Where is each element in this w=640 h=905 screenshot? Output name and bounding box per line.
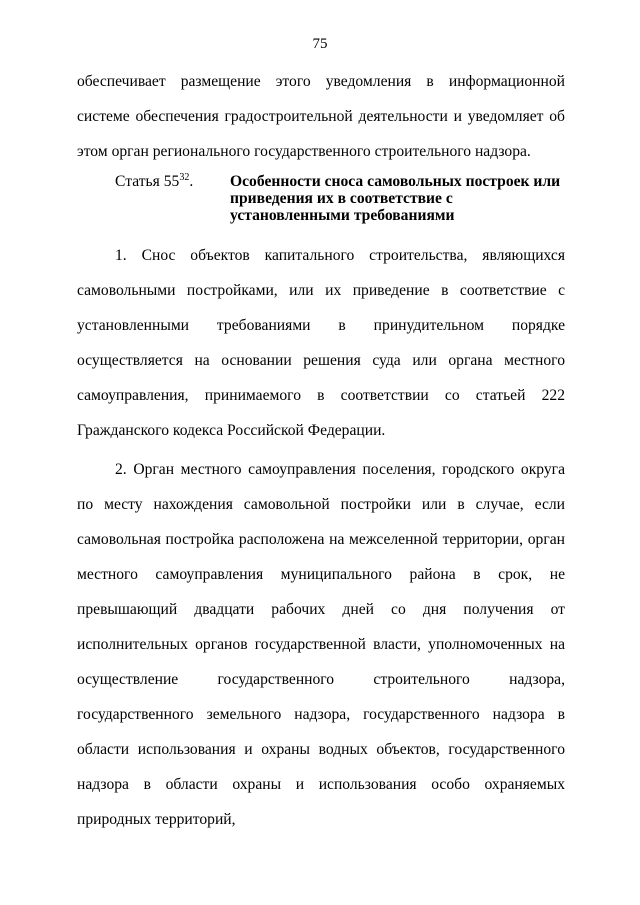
paragraph-1: 1. Снос объектов капитального строительства, являющихся самовольными постройками, или их приведение в соответствие с установленными требованиями в принудительном порядке осуществляется на основании решения суда или органа местного самоуправления, принимаемого в соответствии со статьей 222 Гражданского кодекса Российской Федерации. xyxy=(77,247,565,439)
article-label-superscript: 32 xyxy=(179,171,190,183)
article-label-text: Статья 55 xyxy=(115,173,180,190)
article-title: Особенности сноса самовольных построек или приведения их в соответствие с установленными требованиями xyxy=(230,173,561,224)
article-heading xyxy=(77,173,565,224)
document-body xyxy=(77,64,565,837)
article-label-suffix: . xyxy=(189,173,194,190)
article-label xyxy=(77,173,230,190)
paragraph-2: 2. Орган местного самоуправления поселения, городского округа по месту нахождения самовольной постройки или в случае, если самовольная постройка расположена на межселенной территории, орган местного самоуправления муниципального района в срок, не превышающий двадцати рабочих дней со дня получения от исполнительных органов государственной власти, уполномоченных на осуществление государственного строительного надзора, государственного земельного надзора, государственного надзора в области использования и охраны водных объектов, государственного надзора в области охраны и использования особо охраняемых природных территорий, xyxy=(77,461,565,828)
intro-paragraph: обеспечивает размещение этого уведомления в информационной системе обеспечения градостроительной деятельности и уведомляет об этом орган регионального государственного строительного надзора. xyxy=(77,73,565,160)
page-number: 75 xyxy=(312,36,328,52)
